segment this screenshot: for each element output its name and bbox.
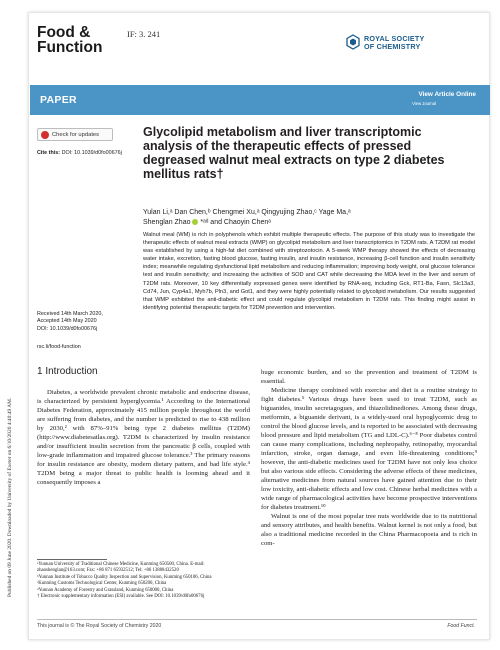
accepted-date: Accepted 14th May 2020 xyxy=(37,318,97,325)
orcid-icon[interactable] xyxy=(192,219,198,225)
view-journal-link[interactable]: View Journal xyxy=(412,101,436,106)
paragraph: Walnut is one of the most popular tree nuts worldwide due to its nutritional and sensory attributes, and health benefits. Walnut kernel is not only a food, but also a traditional medicine recorded in the China Pharmacopoeia and is rich in com- xyxy=(261,513,477,547)
paragraph: Medicine therapy combined with exercise and diet is a routine strategy to fight diabetes.⁵ Various drugs have been used to treat T2DM, such as biguanides, insulin secretagogues, and thiazolidinediones. Among these drugs, metformin, a biguanide derivant, is a widely-used oral hypoglycemic drug to control the blood glucose levels, and is reported to be associated with decreasing blood pressure and lipid metabolism (TG and LDL-C).⁶⁻⁸ Poor diabetes control can cause many complications, including nephropathy, retinopathy, myocardial infarction, stroke, organ damage, and even life-threatening conditions;⁹ however, the anti-diabetic medicines used for T2DM have not only less choice but also various side effects. Considering the adverse effects of these medicines, alternative medicines from natural sources have gained attention due to their low toxicity, anti-diabetic effects and low cost. Chinese herbal medicines with a wide range of pharmacological activities have become prospective interventions for diabetes treatment.¹⁰ xyxy=(261,387,477,511)
cite-doi[interactable]: DOI: 10.1039/d0fo00676j xyxy=(61,150,122,156)
download-note-text: Published on 09 June 2020. Downloaded by University of Exeter on 6/10/2020 4:40:49 AM. xyxy=(7,397,13,597)
footnote-d: ᵈYunnan Academy of Forestry and Grassland, Kunming 650000, China xyxy=(37,587,174,593)
footnote-c: ᶜKunming Customs Technological Center, Kunming 650200, China xyxy=(37,581,167,587)
impact-factor: IF: 3. 241 xyxy=(127,29,161,39)
cite-this xyxy=(37,150,122,156)
check-for-updates-button[interactable] xyxy=(37,128,113,141)
article-title: Glycolipid metabolism and liver transcriptomic analysis of the therapeutic effects of pressed degreased walnut meal extracts on type 2 diabetes mellitus rats† xyxy=(143,125,445,181)
cite-prefix: Cite this: xyxy=(37,150,61,156)
authors-line-2: Shenglan Zhao *ᵃᵈ and Chaoyin Chenᵃ xyxy=(143,219,271,226)
body-column-right xyxy=(261,368,477,548)
rsc-logo-icon xyxy=(346,34,360,50)
author-list xyxy=(143,208,473,228)
authors-line-1: Yulan Li,ᵃ Dan Chen,ᵇ Chengmei Xu,ᵃ Qingyujing Zhao,ᶜ Yage Ma,ᵃ xyxy=(143,209,351,216)
footer-copyright: This journal is © The Royal Society of Chemistry 2020 xyxy=(37,623,162,629)
received-date: Received 14th March 2020, xyxy=(37,311,103,317)
check-updates-label: Check for updates xyxy=(52,132,100,138)
paragraph: huge economic burden, and so the prevention and treatment of T2DM is essential. xyxy=(261,369,477,385)
body-column-left xyxy=(37,388,250,487)
footer-divider xyxy=(37,619,477,620)
footnote-a: ᵃYunnan University of Traditional Chinese Medicine, Kunming 650500, China. E-mail: zhaoshenglan@163.com; Fax: +86 871 65932512; Tel: +86 13888432520 xyxy=(37,562,205,574)
journal-page xyxy=(28,12,490,640)
check-updates-icon xyxy=(41,131,49,139)
article-doi[interactable]: DOI: 10.1039/d0fo00676j xyxy=(37,326,98,332)
article-type-label: PAPER xyxy=(40,94,77,106)
footnote-b: ᵇYunnan Institute of Tobacco Quality Inspection and Supervision, Kunming 650106, China xyxy=(37,574,212,580)
section-heading-introduction: 1 Introduction xyxy=(37,366,98,377)
abstract: Walnut meal (WM) is rich in polyphenols which exhibit multiple therapeutic effects. The purpose of this study was to investigate the therapeutic effects of walnut meal extracts (WMP) on glycolipid metabolism and liver transcriptomics in T2DM rats. A T2DM rat model was established by using a high-fat diet combined with streptozotocin. A 5-week WMP therapy showed the effects of decreasing water intake, excretion, fasting blood glucose, fasting insulin, and insulin resistance, increasing β-cell function and insulin sensitivity index; meanwhile regulating dysfunctional lipid metabolism and reducing inflammation; improving body weight, oral glucose tolerance test and insulin sensitivity; and increasing the activities of SOD and CAT while decreasing the MDA level in the liver and serum of T2DM rats. Moreover, 10 key differentially expressed genes were identified by RNA-seq, including Gck, RT1-Ba, Fasn, Slc13a3, Cd74, Jun, Cyp4a1, Myh7b, Pln3, and Got1, and they were highly potentially related to glycolipid metabolism. Our results suggested that WMP exhibited the anti-diabetic effect and could regulate glycolipid metabolism in T2DM rats. This finding might assist in identifying potential therapeutic targets for T2DM prevention and intervention. xyxy=(143,232,475,311)
footer-journal-abbrev: Food Funct. xyxy=(447,623,475,629)
footnotes xyxy=(37,562,250,600)
article-dates xyxy=(37,311,103,326)
journal-name: Food & Function xyxy=(37,24,103,56)
view-article-online-link[interactable]: View Article Online xyxy=(418,91,476,98)
journal-link[interactable]: rsc.li/food-function xyxy=(37,344,81,350)
footnote-divider xyxy=(37,559,107,560)
article-type-band xyxy=(30,85,490,115)
publisher-name: ROYAL SOCIETY OF CHEMISTRY xyxy=(364,34,425,51)
download-sidebar-note xyxy=(4,150,16,610)
footnote-esi: † Electronic supplementary information (ESI) available. See DOI: 10.1039/d0fo00676j xyxy=(37,594,205,600)
paragraph: Diabetes, a worldwide prevalent chronic metabolic and endocrine disease, is characterized by persistent hyperglycemia.¹ According to the International Diabetes Federation, approximately 415 million people throughout the world are suffering from diabetes, and the number is predicted to rise to 438 million by 2030,² with 87%–91% being type 2 diabetes mellitus (T2DM) (http://www.diabetesatlas.org). T2DM is characterized by insulin resistance and/or insufficient insulin secretion from the pancreatic β cells, coupled with low-grade inflammation and impaired glucose tolerance.³ The primary reasons for insulin resistance are obesity, modern dietary pattern, and bad life style.⁴ T2DM being a major threat to public health is looming ahead and it consequently imposes a xyxy=(37,389,250,486)
